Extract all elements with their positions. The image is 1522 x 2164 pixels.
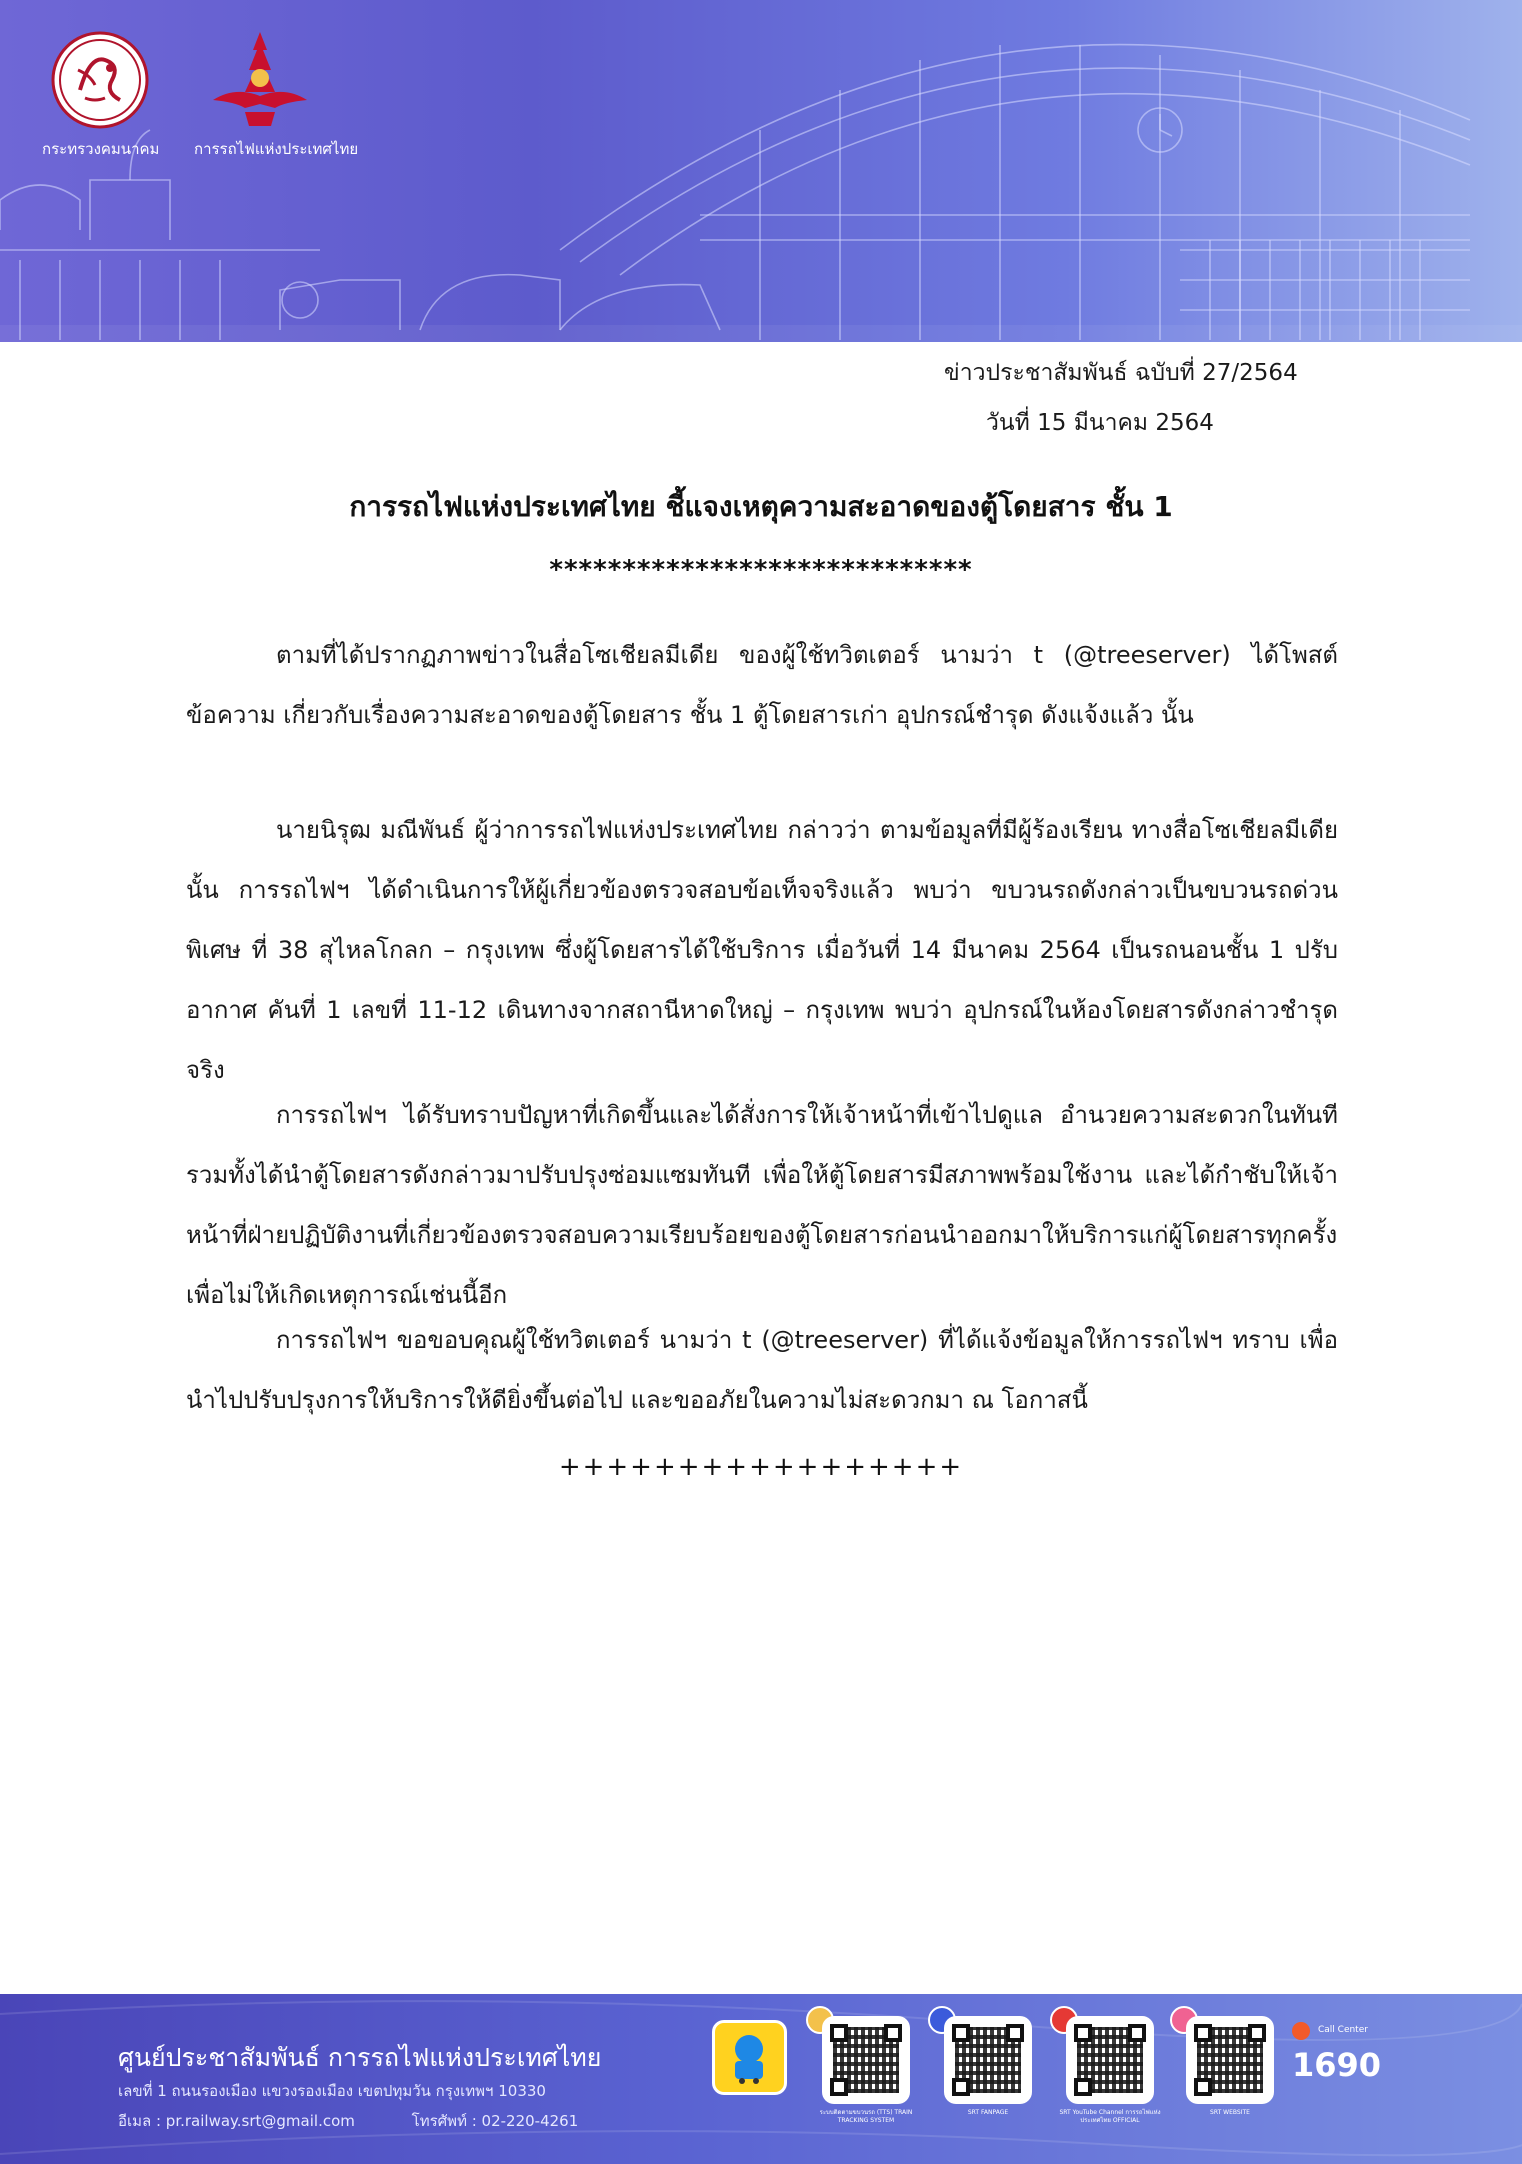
srt-logo	[205, 30, 315, 135]
qr-caption-website: SRT WEBSITE	[1210, 2109, 1250, 2116]
qr-caption-youtube: SRT YouTube Channel การรถไฟแห่งประเทศไทย OFFICIAL	[1059, 2109, 1161, 2124]
footer-email[interactable]: อีเมล : pr.railway.srt@gmail.com	[118, 2112, 355, 2130]
end-mark: +++++++++++++++++	[558, 1452, 964, 1482]
ministry-label: กระทรวงคมนาคม	[42, 140, 160, 158]
call-center-icon	[1292, 2022, 1310, 2040]
footer-org-name: ศูนย์ประชาสัมพันธ์ การรถไฟแห่งประเทศไทย	[118, 2043, 602, 2072]
train-app-icon[interactable]	[712, 2020, 787, 2095]
ministry-seal-logo	[50, 30, 150, 130]
header-banner	[0, 0, 1522, 342]
call-center-number[interactable]: 1690	[1292, 2046, 1382, 2084]
release-number: ข่าวประชาสัมพันธ์ ฉบับที่ 27/2564	[944, 360, 1298, 386]
document-title: การรถไฟแห่งประเทศไทย ชี้แจงเหตุความสะอาดของตู้โดยสาร ชั้น 1	[349, 490, 1173, 523]
call-center-label: Call Center	[1318, 2025, 1368, 2035]
qr-code-tts[interactable]	[822, 2016, 910, 2104]
footer-phone: โทรศัพท์ : 02-220-4261	[411, 2112, 579, 2130]
paragraph-1: ตามที่ได้ปรากฏภาพข่าวในสื่อโซเชียลมีเดีย ของผู้ใช้ทวิตเตอร์ นามว่า t (@treeserver) ได้โพสต์ข้อความ เกี่ยวกับเรื่องความสะอาดของตู้โดยสาร ชั้น 1 ตู้โดยสารเก่า อุปกรณ์ชำรุด ดังแจ้งแล้ว นั้น	[186, 641, 1338, 729]
qr-caption-fanpage: SRT FANPAGE	[967, 2109, 1009, 2116]
release-date: วันที่ 15 มีนาคม 2564	[986, 410, 1214, 436]
qr-code-fanpage[interactable]	[944, 2016, 1032, 2104]
qr-code-website[interactable]	[1186, 2016, 1274, 2104]
srt-label: การรถไฟแห่งประเทศไทย	[194, 140, 359, 158]
footer-address: เลขที่ 1 ถนนรองเมือง แขวงรองเมือง เขตปทุมวัน กรุงเทพฯ 10330	[118, 2082, 546, 2100]
paragraph-4: การรถไฟฯ ขอขอบคุณผู้ใช้ทวิตเตอร์ นามว่า t (@treeserver) ที่ได้แจ้งข้อมูลให้การรถไฟฯ ทราบ เพื่อนำไปปรับปรุงการให้บริการให้ดียิ่งขึ้นต่อไป และขออภัยในความไม่สะดวกมา ณ โอกาสนี้	[186, 1326, 1338, 1414]
title-separator: *****************************	[549, 555, 973, 585]
footer-banner	[0, 1994, 1522, 2164]
footer-contact	[118, 2109, 630, 2133]
qr-caption-tts: ระบบติดตามขบวนรถ (TTS) TRAIN TRACKING SYSTEM	[819, 2109, 913, 2124]
qr-code-youtube[interactable]	[1066, 2016, 1154, 2104]
paragraph-3: การรถไฟฯ ได้รับทราบปัญหาที่เกิดขึ้นและได้สั่งการให้เจ้าหน้าที่เข้าไปดูแล อำนวยความสะดวกในทันที รวมทั้งได้นำตู้โดยสารดังกล่าวมาปรับปรุงซ่อมแซมทันที เพื่อให้ตู้โดยสารมีสภาพพร้อมใช้งาน และได้กำชับให้เจ้าหน้าที่ฝ่ายปฏิบัติงานที่เกี่ยวข้องตรวจสอบความเรียบร้อยของตู้โดยสารก่อนนำออกมาให้บริการแก่ผู้โดยสารทุกครั้ง เพื่อไม่ให้เกิดเหตุการณ์เช่นนี้อีก	[186, 1101, 1338, 1309]
paragraph-2: นายนิรุฒ มณีพันธ์ ผู้ว่าการรถไฟแห่งประเทศไทย กล่าวว่า ตามข้อมูลที่มีผู้ร้องเรียน ทางสื่อโซเชียลมีเดีย นั้น การรถไฟฯ ได้ดำเนินการให้ผู้เกี่ยวข้องตรวจสอบข้อเท็จจริงแล้ว พบว่า ขบวนรถดังกล่าวเป็นขบวนรถด่วนพิเศษ ที่ 38 สุไหลโกลก – กรุงเทพ ซึ่งผู้โดยสารได้ใช้บริการ เมื่อวันที่ 14 มีนาคม 2564 เป็นรถนอนชั้น 1 ปรับอากาศ คันที่ 1 เลขที่ 11-12 เดินทางจากสถานีหาดใหญ่ – กรุงเทพ พบว่า อุปกรณ์ในห้องโดยสารดังกล่าวชำรุดจริง	[186, 816, 1339, 1084]
